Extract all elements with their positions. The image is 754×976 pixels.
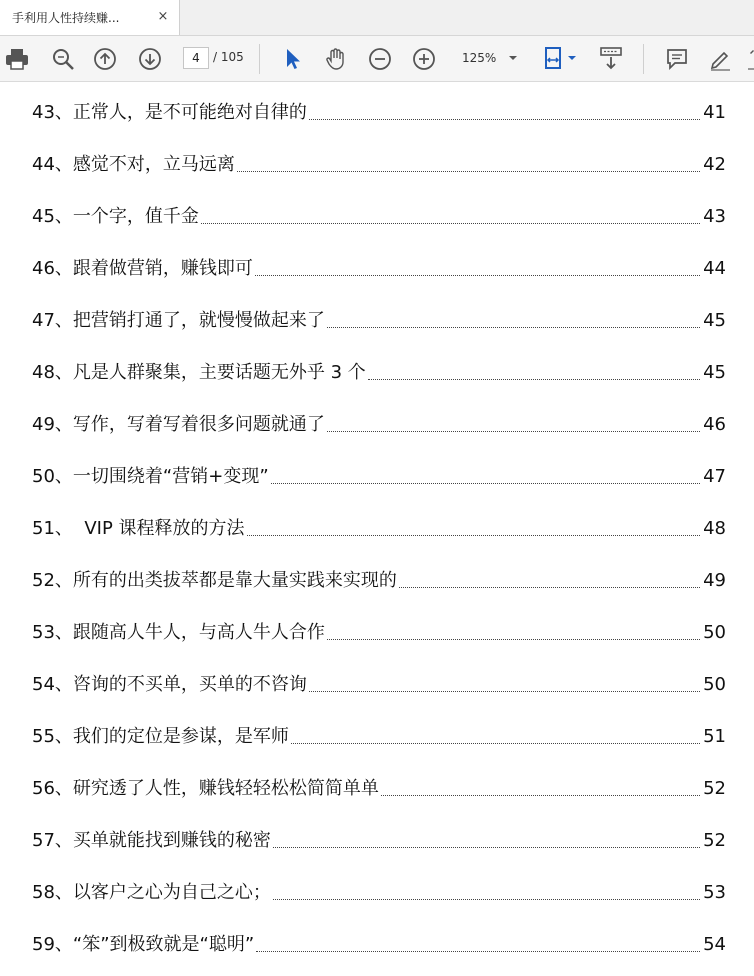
toolbar-separator xyxy=(259,44,260,74)
zoom-search-button[interactable] xyxy=(48,44,78,74)
toc-leader-dots xyxy=(247,534,701,536)
toc-leader-dots xyxy=(368,378,700,380)
zoom-select[interactable] xyxy=(452,47,524,69)
overflow-tool-button[interactable] xyxy=(744,44,754,74)
toc-entry[interactable] xyxy=(32,824,726,854)
toc-leader-dots xyxy=(291,742,700,744)
toc-entry-title: 凡是人群聚集，主要话题无外乎 3 个 xyxy=(72,362,366,383)
fit-page-icon xyxy=(542,46,578,72)
toc-entry-number: 58、 xyxy=(32,882,73,903)
toc-entry-title: 我们的定位是参谋，是军师 xyxy=(72,726,289,747)
next-page-button[interactable] xyxy=(135,44,165,74)
hand-icon xyxy=(324,47,348,71)
toc-entry[interactable] xyxy=(32,512,726,542)
toc-leader-dots xyxy=(273,846,700,848)
toc-entry-number: 48、 xyxy=(32,362,73,383)
toc-entry[interactable] xyxy=(32,96,726,126)
toc-leader-dots xyxy=(309,690,700,692)
hand-tool-button[interactable] xyxy=(321,44,351,74)
chevron-down-icon xyxy=(508,51,518,65)
toc-entry-page: 53 xyxy=(703,882,726,903)
printer-icon xyxy=(5,48,29,70)
page-number-input[interactable]: 4 xyxy=(183,47,209,69)
toc-entry-title: 跟着做营销，赚钱即可 xyxy=(72,258,253,279)
toc-entry-title: 跟随高人牛人，与高人牛人合作 xyxy=(72,622,325,643)
toc-leader-dots xyxy=(256,950,700,952)
toc-entry-page: 46 xyxy=(703,414,726,435)
toc-entry-page: 50 xyxy=(703,674,726,695)
toc-entry-page: 50 xyxy=(703,622,726,643)
comment-button[interactable] xyxy=(662,44,692,74)
toc-entry-number: 45、 xyxy=(32,206,73,227)
toc-entry-title: 咨询的不买单，买单的不咨询 xyxy=(72,674,307,695)
toc-entry[interactable] xyxy=(32,408,726,438)
toc-entry[interactable] xyxy=(32,304,726,334)
minus-circle-icon xyxy=(368,47,392,71)
toc-entry-page: 48 xyxy=(703,518,726,539)
toc-entry-title: VIP 课程释放的方法 xyxy=(72,518,245,539)
toc-leader-dots xyxy=(399,586,700,588)
toc-entry-page: 54 xyxy=(703,934,726,955)
tool-edge-icon xyxy=(744,47,754,71)
toc-entry-number: 46、 xyxy=(32,258,73,279)
document-tab[interactable] xyxy=(0,0,180,35)
toc-entry-page: 41 xyxy=(703,102,726,123)
print-button[interactable] xyxy=(2,44,32,74)
zoom-search-icon xyxy=(51,47,75,71)
toc-entry-title: 正常人，是不可能绝对自律的 xyxy=(72,102,307,123)
toc-entry-page: 44 xyxy=(703,258,726,279)
toc-entry-page: 43 xyxy=(703,206,726,227)
toc-entry-page: 52 xyxy=(703,778,726,799)
toc-entry-number: 53、 xyxy=(32,622,73,643)
scroll-download-icon xyxy=(599,46,623,72)
fit-page-button[interactable] xyxy=(540,44,580,74)
tab-bar xyxy=(0,0,754,36)
toc-entry[interactable] xyxy=(32,200,726,230)
arrow-down-circle-icon xyxy=(138,47,162,71)
toc-entry-number: 55、 xyxy=(32,726,73,747)
pen-icon xyxy=(708,47,732,71)
toc-entry-page: 45 xyxy=(703,362,726,383)
select-tool-button[interactable] xyxy=(278,44,308,74)
toc-entry-number: 44、 xyxy=(32,154,73,175)
toc-entry-number: 43、 xyxy=(32,102,73,123)
toc-entry-number: 49、 xyxy=(32,414,73,435)
toc-entry-page: 51 xyxy=(703,726,726,747)
toc-entry-title: 把营销打通了，就慢慢做起来了 xyxy=(72,310,325,331)
document-tab-title: 手利用人性持续赚... xyxy=(12,11,120,25)
toc-entry-page: 49 xyxy=(703,570,726,591)
toolbar xyxy=(0,36,754,82)
toc-entry-title: 一个字，值千金 xyxy=(72,206,199,227)
toc-entry[interactable] xyxy=(32,252,726,282)
document-page[interactable] xyxy=(0,82,754,976)
toc-entry[interactable] xyxy=(32,928,726,958)
toc-entry-page: 52 xyxy=(703,830,726,851)
toc-leader-dots xyxy=(309,118,700,120)
toc-leader-dots xyxy=(327,430,700,432)
toc-entry-title: 感觉不对，立马远离 xyxy=(72,154,235,175)
toc-entry[interactable] xyxy=(32,720,726,750)
plus-circle-icon xyxy=(412,47,436,71)
toc-leader-dots xyxy=(271,482,700,484)
cursor-arrow-icon xyxy=(283,47,303,71)
toc-entry-page: 47 xyxy=(703,466,726,487)
scroll-mode-button[interactable] xyxy=(596,44,626,74)
toc-leader-dots xyxy=(327,638,700,640)
toc-leader-dots xyxy=(201,222,700,224)
toc-entry-title: 一切围绕着“营销+变现” xyxy=(72,466,269,487)
zoom-value: 125% xyxy=(462,51,497,65)
toc-leader-dots xyxy=(381,794,700,796)
toc-entry-number: 52、 xyxy=(32,570,73,591)
toc-entry-title: “笨”到极致就是“聪明” xyxy=(72,934,255,955)
toc-entry[interactable] xyxy=(32,148,726,178)
toc-entry-number: 57、 xyxy=(32,830,73,851)
toc-leader-dots xyxy=(273,898,700,900)
toc-entry-page: 45 xyxy=(703,310,726,331)
comment-icon xyxy=(665,47,689,71)
toc-entry-page: 42 xyxy=(703,154,726,175)
toc-entry[interactable] xyxy=(32,616,726,646)
toc-entry[interactable] xyxy=(32,564,726,594)
highlight-button[interactable] xyxy=(705,44,735,74)
toc-leader-dots xyxy=(255,274,700,276)
toc-entry-number: 51、 xyxy=(32,518,73,539)
zoom-out-button[interactable] xyxy=(365,44,395,74)
toolbar-separator xyxy=(643,44,644,74)
toc-entry[interactable] xyxy=(32,876,726,906)
arrow-up-circle-icon xyxy=(93,47,117,71)
toc-entry-number: 47、 xyxy=(32,310,73,331)
toc-entry[interactable] xyxy=(32,668,726,698)
previous-page-button[interactable] xyxy=(90,44,120,74)
toc-entry[interactable] xyxy=(32,772,726,802)
toc-entry-number: 54、 xyxy=(32,674,73,695)
toc-entry-title: 研究透了人性，赚钱轻轻松松简简单单 xyxy=(72,778,379,799)
toc-entry[interactable] xyxy=(32,356,726,386)
toc-leader-dots xyxy=(237,170,700,172)
toc-entry-number: 50、 xyxy=(32,466,73,487)
page-total: / 105 xyxy=(213,50,244,64)
toc-leader-dots xyxy=(327,326,700,328)
toc-entry-title: 写作，写着写着很多问题就通了 xyxy=(72,414,325,435)
close-tab-icon[interactable]: × xyxy=(157,9,169,24)
toc-entry-title: 所有的出类拔萃都是靠大量实践来实现的 xyxy=(72,570,397,591)
toc-entry-title: 以客户之心为自己之心； xyxy=(72,882,271,903)
toc-entry-title: 买单就能找到赚钱的秘密 xyxy=(72,830,271,851)
toc-entry-number: 59、 xyxy=(32,934,73,955)
zoom-in-button[interactable] xyxy=(409,44,439,74)
toc-entry-number: 56、 xyxy=(32,778,73,799)
toc-entry[interactable] xyxy=(32,460,726,490)
